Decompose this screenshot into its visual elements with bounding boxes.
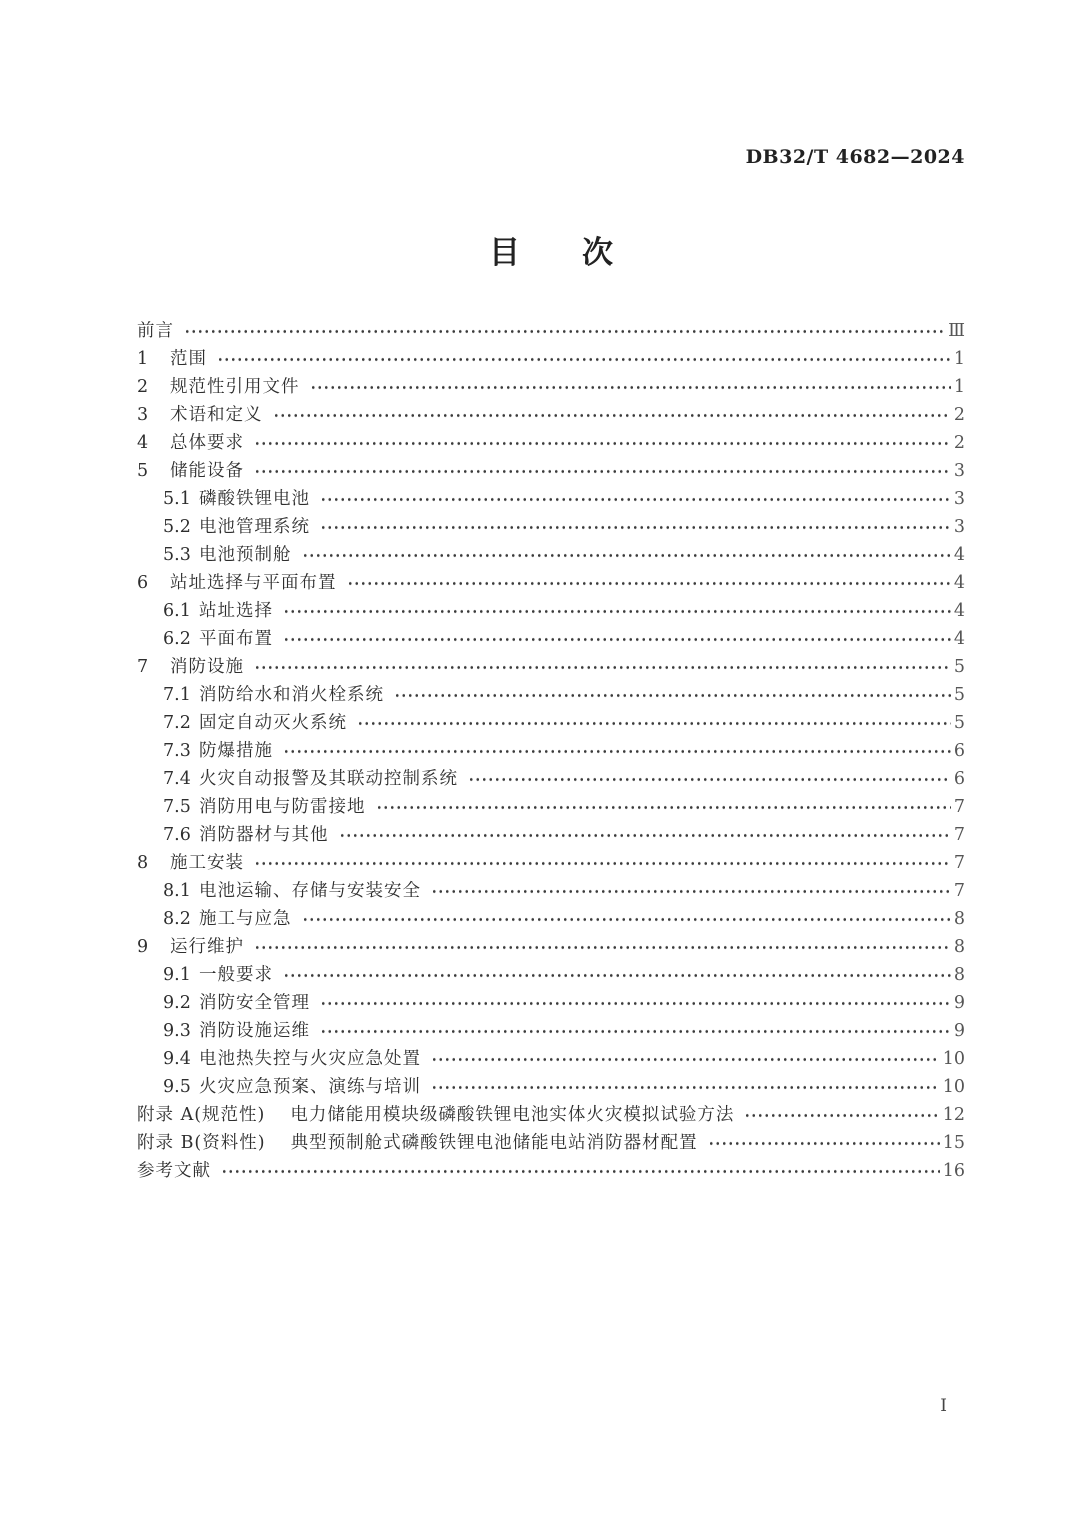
- toc-dot-leader: [283, 625, 951, 653]
- toc-entry-label: 术语和定义: [170, 405, 263, 425]
- toc-entry-number: 2: [137, 377, 149, 397]
- toc-entry-page: 3: [953, 489, 965, 509]
- toc-entry: [137, 1017, 965, 1045]
- toc-entry-label: 火灾自动报警及其联动控制系统: [199, 769, 458, 789]
- toc-entry: [137, 513, 965, 541]
- toc-entry-label: 消防用电与防雷接地: [199, 797, 366, 817]
- toc-entry-page: 6: [953, 769, 965, 789]
- toc-entry-number: 7.3: [163, 741, 191, 761]
- toc-entry-page: 2: [953, 433, 965, 453]
- toc-entry-number: 5.3: [163, 545, 191, 565]
- toc-entry-label: 范围: [170, 349, 207, 369]
- toc-entry: [137, 373, 965, 401]
- toc-dot-leader: [320, 485, 951, 513]
- toc-entry: [137, 821, 965, 849]
- toc-entry: [137, 849, 965, 877]
- toc-entry: [137, 1129, 965, 1157]
- toc-entry-label: 参考文献: [137, 1161, 211, 1181]
- toc-dot-leader: [273, 401, 951, 429]
- doc-header: [137, 145, 965, 169]
- toc-entry-number: 7.1: [163, 685, 191, 705]
- toc-entry-page: 5: [953, 657, 965, 677]
- toc-entry-label: 电池运输、存储与安装安全: [199, 881, 421, 901]
- toc-entry-page: 8: [953, 909, 965, 929]
- toc-entry-page: 3: [953, 461, 965, 481]
- toc-entry-label: 施工安装: [170, 853, 244, 873]
- toc-dot-leader: [347, 569, 951, 597]
- toc-entry-page: 8: [953, 937, 965, 957]
- toc-entry-label: 电池管理系统: [199, 517, 310, 537]
- toc-entry-label: 规范性引用文件: [170, 377, 300, 397]
- toc-dot-leader: [254, 849, 951, 877]
- toc-entry: [137, 317, 965, 345]
- toc-entry: [137, 793, 965, 821]
- toc-dot-leader: [184, 317, 945, 345]
- toc-entry-number: 9.4: [163, 1049, 191, 1069]
- toc-entry-number: 5.2: [163, 517, 191, 537]
- page-footer: [940, 1396, 947, 1416]
- toc-entry-number: 7.5: [163, 797, 191, 817]
- toc-entry-label: 一般要求: [199, 965, 273, 985]
- toc-entry: [137, 961, 965, 989]
- page-title: 目 次: [489, 235, 613, 271]
- toc-entry-number: 1: [137, 349, 149, 369]
- toc-entry-number: 3: [137, 405, 149, 425]
- toc-entry-number: 9.2: [163, 993, 191, 1013]
- toc-entry: [137, 541, 965, 569]
- toc-entry-page: 10: [942, 1049, 965, 1069]
- toc-entry-label: 平面布置: [199, 629, 273, 649]
- toc-entry-label: 消防器材与其他: [199, 825, 329, 845]
- toc-entry-page: 7: [953, 881, 965, 901]
- toc-entry-number: 4: [137, 433, 149, 453]
- toc-entry-number: 9.5: [163, 1077, 191, 1097]
- toc-entry-number: 6.2: [163, 629, 191, 649]
- toc-entry-page: 4: [953, 545, 965, 565]
- toc-entry: [137, 681, 965, 709]
- toc-entry-label: 站址选择: [199, 601, 273, 621]
- toc-entry-page: Ⅲ: [948, 321, 965, 341]
- toc-entry-label: 消防设施: [170, 657, 244, 677]
- toc-entry: [137, 905, 965, 933]
- toc-entry-number: 6.1: [163, 601, 191, 621]
- toc-dot-leader: [357, 709, 951, 737]
- toc-entry-page: 15: [942, 1133, 965, 1153]
- toc-entry-label: 储能设备: [170, 461, 244, 481]
- toc-entry-number: 7: [137, 657, 149, 677]
- toc-dot-leader: [394, 681, 951, 709]
- toc-entry-page: 5: [953, 685, 965, 705]
- toc-entry: [137, 1073, 965, 1101]
- toc-entry-label: 施工与应急: [199, 909, 292, 929]
- toc-entry-page: 8: [953, 965, 965, 985]
- toc-entry-number: 7.2: [163, 713, 191, 733]
- toc-entry: [137, 989, 965, 1017]
- toc-dot-leader: [302, 541, 951, 569]
- toc-entry-label: 磷酸铁锂电池: [199, 489, 310, 509]
- toc-entry-page: 4: [953, 573, 965, 593]
- toc-entry-page: 16: [942, 1161, 965, 1181]
- toc-dot-leader: [217, 345, 951, 373]
- toc-entry-page: 9: [953, 993, 965, 1013]
- toc-entry: [137, 765, 965, 793]
- toc-dot-leader: [283, 597, 951, 625]
- toc-entry: [137, 737, 965, 765]
- toc-entry: [137, 485, 965, 513]
- toc-entry-number: 9.3: [163, 1021, 191, 1041]
- toc-dot-leader: [431, 1073, 940, 1101]
- toc-entry-page: 2: [953, 405, 965, 425]
- toc-entry-label: 消防安全管理: [199, 993, 310, 1013]
- toc-dot-leader: [744, 1101, 939, 1129]
- toc-entry-number: 6: [137, 573, 149, 593]
- toc-entry: [137, 877, 965, 905]
- toc-entry: [137, 1101, 965, 1129]
- toc-entry: [137, 569, 965, 597]
- toc-dot-leader: [310, 373, 951, 401]
- toc-dot-leader: [320, 1017, 951, 1045]
- toc-entry: [137, 401, 965, 429]
- toc-dot-leader: [254, 653, 951, 681]
- toc-entry: [137, 1045, 965, 1073]
- toc-entry-label: 附录 A(规范性) 电力储能用模块级磷酸铁锂电池实体火灾模拟试验方法: [137, 1105, 735, 1125]
- toc-entry-page: 1: [953, 377, 965, 397]
- toc-entry-page: 9: [953, 1021, 965, 1041]
- toc-entry-label: 火灾应急预案、演练与培训: [199, 1077, 421, 1097]
- toc-entry-label: 附录 B(资料性) 典型预制舱式磷酸铁锂电池储能电站消防器材配置: [137, 1133, 698, 1153]
- toc-entry: [137, 1157, 965, 1185]
- toc-dot-leader: [431, 877, 951, 905]
- toc-entry-label: 运行维护: [170, 937, 244, 957]
- toc-entry-number: 5: [137, 461, 149, 481]
- toc-entry-label: 前言: [137, 321, 174, 341]
- toc-entry-page: 7: [953, 853, 965, 873]
- toc-entry-page: 7: [953, 797, 965, 817]
- toc-entry-label: 总体要求: [170, 433, 244, 453]
- toc-dot-leader: [254, 429, 951, 457]
- toc-dot-leader: [283, 961, 951, 989]
- toc-dot-leader: [221, 1157, 940, 1185]
- toc-entry: [137, 625, 965, 653]
- toc-entry-page: 1: [953, 349, 965, 369]
- toc-dot-leader: [302, 905, 951, 933]
- toc-dot-leader: [376, 793, 951, 821]
- toc-entry-label: 电池预制舱: [199, 545, 292, 565]
- toc-dot-leader: [708, 1129, 940, 1157]
- toc-dot-leader: [320, 513, 951, 541]
- toc-dot-leader: [320, 989, 951, 1017]
- toc-dot-leader: [254, 457, 951, 485]
- toc-dot-leader: [431, 1045, 940, 1073]
- toc-list: [137, 317, 965, 1185]
- toc-entry: [137, 653, 965, 681]
- toc-dot-leader: [254, 933, 951, 961]
- toc-entry-page: 6: [953, 741, 965, 761]
- doc-number: DB32/T 4682—2024: [745, 146, 965, 168]
- toc-entry-label: 消防给水和消火栓系统: [199, 685, 384, 705]
- toc-entry: [137, 345, 965, 373]
- toc-entry-page: 4: [953, 629, 965, 649]
- toc-entry-number: 8.2: [163, 909, 191, 929]
- toc-entry: [137, 709, 965, 737]
- toc-entry-label: 站址选择与平面布置: [170, 573, 337, 593]
- toc-entry-number: 8: [137, 853, 149, 873]
- toc-entry-number: 9.1: [163, 965, 191, 985]
- toc-entry-page: 7: [953, 825, 965, 845]
- toc-entry-number: 5.1: [163, 489, 191, 509]
- toc-entry-number: 7.6: [163, 825, 191, 845]
- toc-entry-page: 4: [953, 601, 965, 621]
- toc-entry: [137, 933, 965, 961]
- toc-dot-leader: [468, 765, 951, 793]
- toc-entry-number: 8.1: [163, 881, 191, 901]
- toc-dot-leader: [283, 737, 951, 765]
- toc-entry: [137, 457, 965, 485]
- toc-entry-number: 9: [137, 937, 149, 957]
- toc-dot-leader: [339, 821, 951, 849]
- toc-entry-page: 12: [942, 1105, 965, 1125]
- toc-entry-number: 7.4: [163, 769, 191, 789]
- toc-entry-page: 5: [953, 713, 965, 733]
- toc-entry-label: 消防设施运维: [199, 1021, 310, 1041]
- toc-entry-page: 3: [953, 517, 965, 537]
- footer-page-number: I: [940, 1396, 947, 1416]
- toc-entry-label: 防爆措施: [199, 741, 273, 761]
- toc-entry: [137, 429, 965, 457]
- toc-entry-label: 固定自动灭火系统: [199, 713, 347, 733]
- toc-entry-page: 10: [942, 1077, 965, 1097]
- toc-entry: [137, 597, 965, 625]
- toc-entry-label: 电池热失控与火灾应急处置: [199, 1049, 421, 1069]
